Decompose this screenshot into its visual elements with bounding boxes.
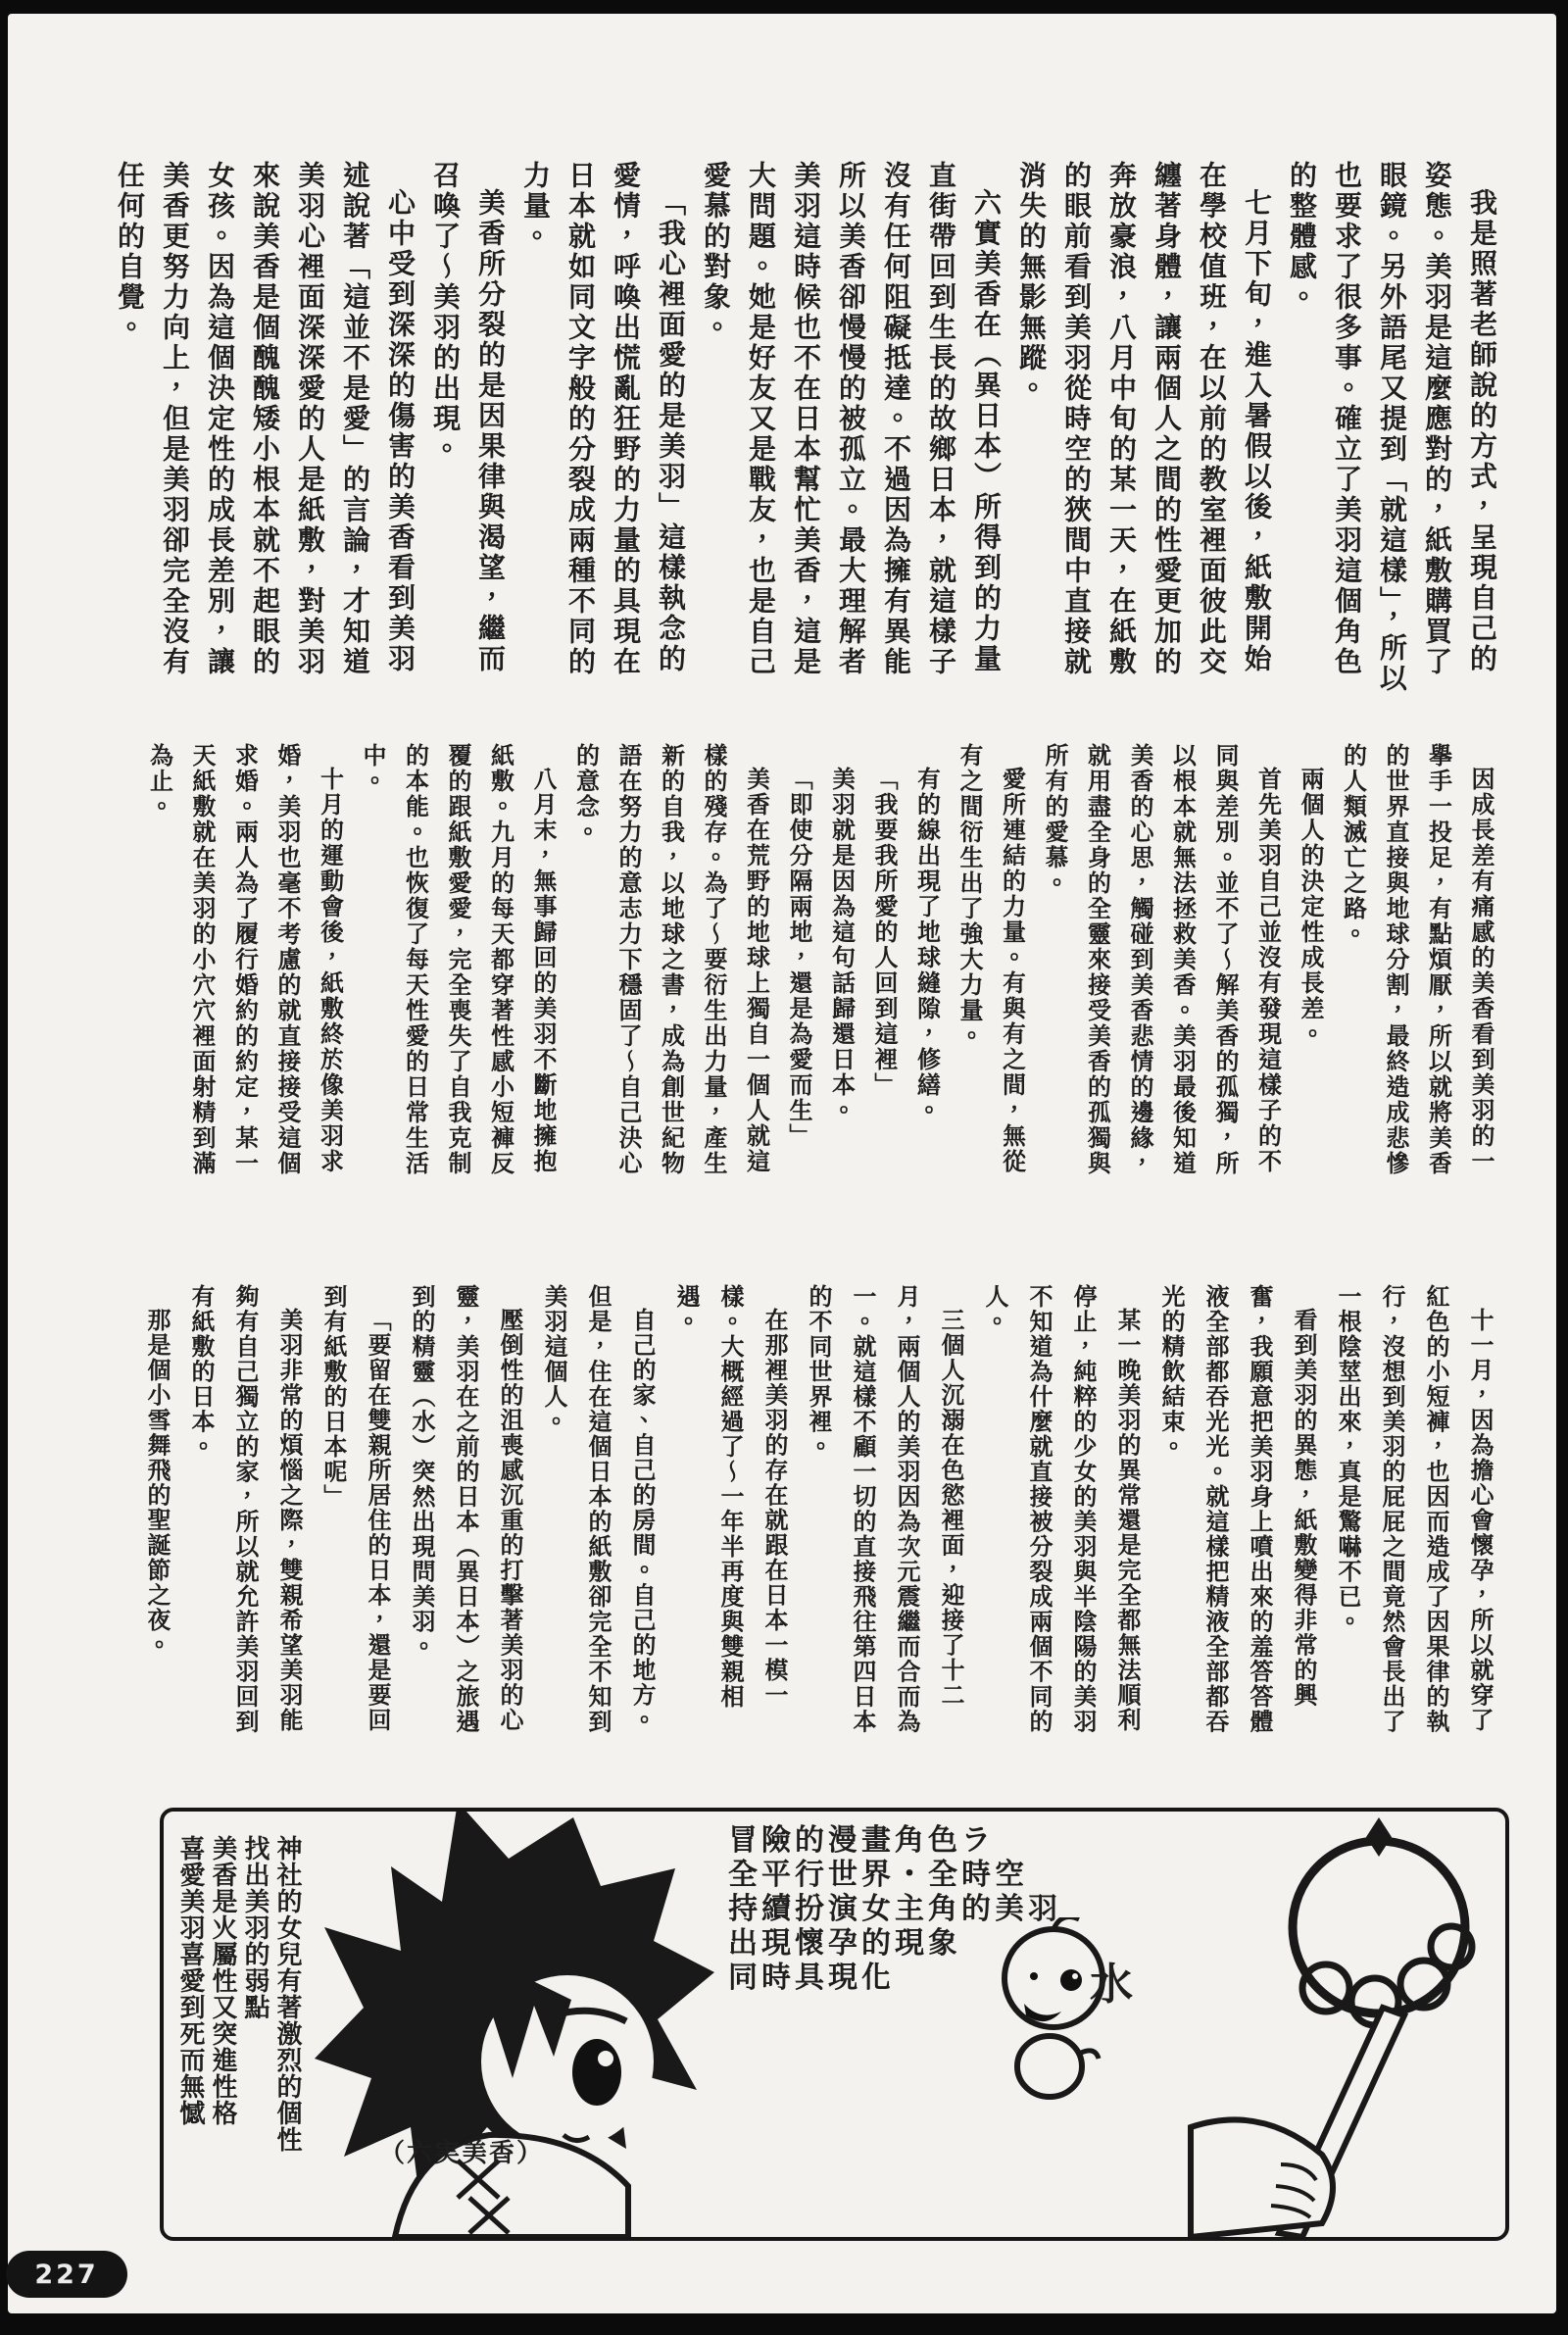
paragraph: 因成長差有痛感的美香看到美羽的一擧手一投足，有點煩厭，所以就將美香的世界直接與地球分割，最終造成悲慘的人類滅亡之路。 [1339,743,1494,1176]
paragraph: 「要留在雙親所居住的日本，還是要回到有紙敷的日本呢」 [319,1284,391,1733]
paragraph: 自己的家、自己的房間。自己的地方。但是，住在這個日本的紙敷卻完全不知到美羽這個人。 [540,1284,656,1734]
paragraph: 十一月，因為擔心會懷孕，所以就穿了紅色的小短褲，也因而造成了因果律的執行，沒想到美羽的屁屁之間竟然會長出了一根陰莖出來，真是驚嚇不已。 [1334,1284,1494,1734]
paragraph: 「即使分隔兩地，還是為愛而生」 [785,767,812,1149]
paragraph: 首先美羽自己並沒有發現這樣子的不同與差別。並不了～解美香的孤獨，所以根本就無法拯救美香。美羽最後知道美香的心思，觸碰到美香悲情的邊緣，就用盡全身的全靈來接受美香的孤獨與所有的愛慕。 [1041,743,1282,1176]
paragraph: 愛所連結的力量。有與有之間，無從有之間衍生出了強大力量。 [956,743,1026,1174]
paragraph: 我是照著老師說的方式，呈現自己的姿態。美羽是這麼應對的，紙敷購買了眼鏡。另外語尾又提到「就這樣」，所以也要求了很多事。確立了美羽這個角色的整體感。 [1286,161,1498,694]
paragraph: 六實美香在（異日本）所得到的力量直街帶回到生長的故鄉日本，就這樣子沒有任何阻礙抵達。不過因為擁有異能所以美香卻慢慢的被孤立。最大理解者美羽這時候也不在日本幫忙美香，這是大問題。她是好友又是戰友，也是自己愛慕的對象。 [700,161,1003,677]
paragraph: 八月末，無事歸回的美羽不斷地擁抱紙敷。九月的每天都穿著性感小短褲反覆的跟紙敷愛愛，完全喪失了自我克制的本能。也恢復了每天性愛的日常生活中。 [359,743,557,1176]
paragraph: 心中受到深深的傷害的美香看到美羽述說著「這並不是愛」的言論，才知道美羽心裡面深深愛的人是紙敷，對美羽來說美香是個醜醜矮小根本就不起眼的女孩。因為這個決定性的成長差別，讓美香更努力向上，但是美羽卻完全沒有任何的自覺。 [114,161,416,677]
paragraph: 看到美羽的異態，紙敷變得非常的興奮，我願意把美羽身上噴出來的羞答答體液全部都吞光光。就這樣把精液全部都吞光的精飲結束。 [1157,1284,1317,1734]
paragraph: 美香所分裂的是因果律與渴望，繼而召喚了～美羽的出現。 [429,161,507,674]
info-line: 同時具現化 [728,1961,895,1995]
side-line: 喜愛美羽喜愛到死而無憾 [175,1835,205,2126]
paragraph: 兩個人的決定性成長差。 [1297,767,1324,1047]
paragraph: 三個人沉溺在色慾裡面，迎接了十二月，兩個人的美羽因為次元震繼而合而為一。就這樣不顧一切的直接飛往第四日本的不同世界裡。 [805,1284,964,1734]
essay-block-3 [143,1284,1501,1747]
paragraph: 「我心裡面愛的是美羽」這樣執念的愛情，呼喚出慌亂狂野的力量的具現在日本就如同文字般的分裂成兩種不同的力量。 [519,161,687,677]
panel-side-text [173,1835,303,2219]
side-line: 神社的女兒有著激烈的個性 [272,1835,302,2153]
side-line: 找出美羽的弱點 [240,1835,270,2020]
essay-block-2 [125,743,1501,1196]
panel-info-text [728,1823,1277,1995]
paragraph: 美香在荒野的地球上獨自一個人就這樣的殘存。為了～要衍生出力量，產生新的自我，以地球之書，成為創世紀物語在努力的意志力下穩固了～自己決心的意念。 [571,743,770,1176]
panel-caption: （六実美香） [379,2139,545,2168]
info-line: 出現懷孕的現象 [728,1926,961,1961]
side-line: 美香是火屬性又突進性格 [208,1835,237,2126]
paragraph: 十月的運動會後，紙敷終於像美羽求婚，美羽也毫不考慮的就直接接受這個求婚。兩人為了履行婚約的約定，某一天紙敷就在美羽的小穴穴裡面射精到滿為止。 [145,743,344,1176]
page-number-badge [6,2251,127,2298]
paragraph: 那是個小雪舞飛的聖誕節之夜。 [143,1308,171,1658]
paragraph: 某一晚美羽的異常還是完全都無法順利停止，純粹的少女的美羽與半陰陽的美羽不知道為什麼就直接被分裂成兩個不同的人。 [981,1284,1141,1734]
paragraph: 有的線出現了地球縫隙，修繕。 [912,767,941,1123]
water-label: 水 [1090,1960,1133,2010]
essay-block-1 [101,161,1504,698]
info-line: 全平行世界・全時空 [728,1858,1028,1892]
character-panel [160,1808,1509,2241]
paragraph: 美羽非常的煩惱之際，雙親希望美羽能夠有自己獨立的家，所以就允許美羽回到有紙敷的日本。 [187,1284,303,1734]
paragraph: 在那裡美羽的存在就跟在日本一模一樣。大概經過了～一年半再度與雙親相遇。 [672,1284,788,1710]
info-line: 持續扮演女主角的美羽 [728,1892,1061,1926]
paragraph: 壓倒性的沮喪感沉重的打擊著美羽的心靈，美羽在之前的日本（異日本）之旅遇到的精靈（水）突然出現問美羽。 [408,1284,523,1734]
paper [8,14,1556,2313]
page-number: 227 [34,2259,99,2290]
paragraph: 七月下旬，進入暑假以後，紙敷開始在學校值班，在以前的教室裡面彼此交纏著身體，讓兩個人之間的性愛更加的奔放豪浪，八月中旬的某一天，在紙敷的眼前看到美羽從時空的狹間中直接就消失的無影無蹤。 [1015,161,1273,677]
paragraph: 美羽就是因為這句話歸還日本。 [827,767,856,1123]
paragraph: 「我要我所愛的人回到這裡」 [870,767,898,1098]
info-line: 冒險的漫畫角色ラ [728,1823,995,1858]
